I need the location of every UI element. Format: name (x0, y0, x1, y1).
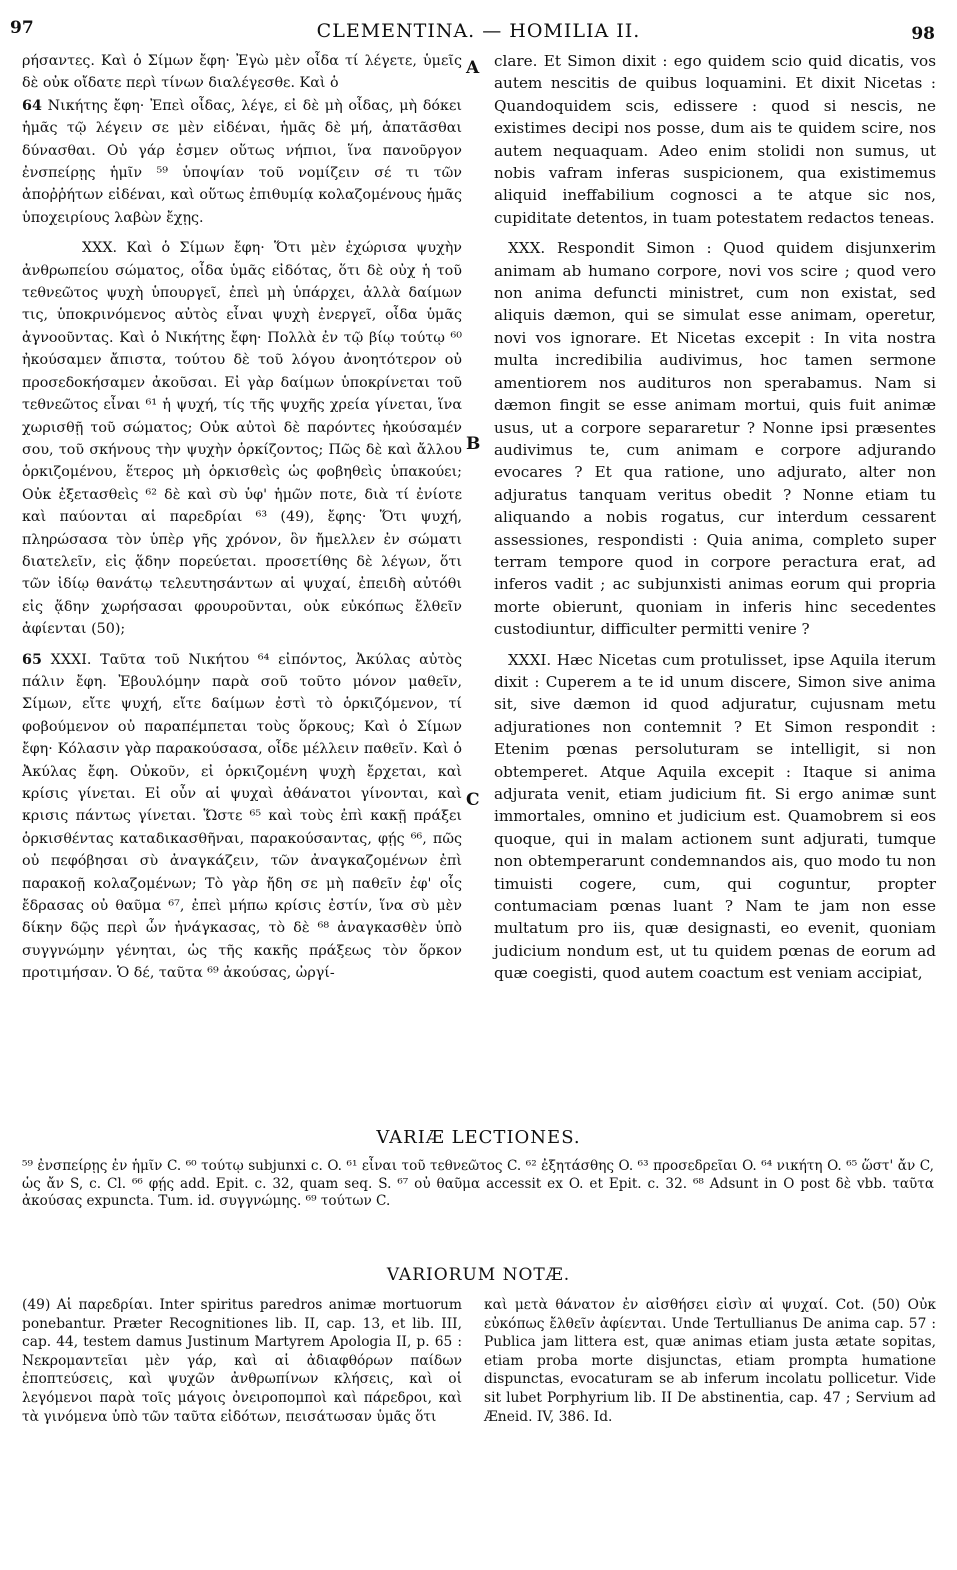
latin-paragraph-2: XXX. Respondit Simon : Quod quidem disjunxerim animam ab humano corpore, novi vos scire ; quod vero non anima defuncti ministret, cum non existat, sed aliquis dæmon, qui se simulat esse animam, operetur, novi vos ignorare. Et Nicetas excepit : In vita nostra multa incredibilia audivimus, hoc tamen sermone amentiorem nos audituros non sperabamus. Nam si dæmon fingit se esse animam mortui, quis fuit animæ usus, ut a corpore separaretur ? Nonne ipsi præsentes audivimus te, cum animam e corpore adjurando evocares ? Et qua ratione, uno adjurato, alter non adjuratus tanquam veritus obedit ? Nonne etiam tu aliquando a nobis rogatus, cur interdum cessarent assessiones, respondisti : Quia anima, completo super terram tempore quod in corpore peractura erat, ad inferos vadit ; ac subjunxisti animas eorum qui propria morte obierunt, quoniam in inferis hinc secedentes custodiuntur, difficulter permitti venire ? (494, 239, 936, 639)
greek-text-1b: Νικήτης ἔφη· Ἐπεὶ οἶδας, λέγε, εἰ δὲ μὴ οἶδας, μὴ δόκει ἡμᾶς τῷ λέγειν σε μὲν εἰδέναι, ἡμᾶς δὲ μή, ἀπατᾶσθαι δύνασθαι. Οὐ γάρ ἐσμεν οὕτως νήπιοι, ἵνα πανοῦργον ἐνσπείρῃς ἡμῖν ⁵⁹ ὑποψίαν τοῦ νομίζειν σέ τι τῶν ἀποῤῥήτων εἰδέναι, καὶ οὕτως ἐπιθυμίᾳ κολαζομένους ἡμᾶς ὑποχειρίους λαβὼν ἔχῃς. (22, 97, 462, 226)
latin-column (494, 50, 936, 985)
section-number-65: 65 (22, 651, 42, 668)
section-number-64: 64 (22, 97, 42, 114)
note-50: καὶ μετὰ θάνατον ἐν αἰσθήσει εἰσὶν αἱ ψυχαί. Cot. (50) Οὐκ εὐκόπως ἔλθεῖν ἀφίενται. Unde Tertullianus De anima cap. 57 : Publica jam littera est, quæ animas etiam justa ætate sopitas, etiam proba morte disjunctas, etiam prompta humatione dispunctas, evocaturam se ab inferum incolatu pollicetur. Vide sit lubet Porphyrium lib. II De abstinentia, cap. 47 ; Servium ad Æneid. IV, 386. Id. (484, 1297, 936, 1425)
margin-letter-c: C (466, 790, 480, 810)
running-title: CLEMENTINA. — HOMILIA II. (316, 20, 641, 42)
margin-letter-a: A (466, 58, 480, 78)
variorum-notae-left (22, 1296, 462, 1426)
variorum-notae-right (484, 1296, 936, 1426)
page-header (0, 18, 957, 48)
note-49: (49) Αἱ παρεδρίαι. Inter spiritus paredros animæ mortuorum ponebantur. Præter Recognitiones lib. II, cap. 13, et lib. III, cap. 44, testem damus Justinum Martyrem Apologia II, p. 65 : Νεκρομαντεῖαι μὲν γάρ, καὶ αἱ ἀδιαφθόρων παίδων ἐποπτεύσεις, καὶ ψυχῶν ἀνθρωπίνων κλήσεις, καὶ οἱ λεγόμενοι παρὰ τοῖς μάγοις ὀνειροπομποὶ καὶ πάρεδροι, καὶ τὰ γινόμενα ὑπὸ τῶν ταῦτα εἰδότων, πεισάτωσαν ὑμᾶς ὅτι (22, 1297, 462, 1425)
variae-lectiones-text: ⁵⁹ ἐνσπείρῃς ἐν ἡμῖν C. ⁶⁰ τούτῳ subjunxi c. O. ⁶¹ εἶναι τοῦ τεθνεῶτος C. ⁶² ἐξητάσθης O. ⁶³ προσεδρεῖαι O. ⁶⁴ νικήτη O. ⁶⁵ ὥστ' ἄν C, ὡς ἄν S, c. Cl. ⁶⁶ φῄς add. Epit. c. 32, quam seq. S. ⁶⁷ οὐ θαῦμα accessit ex O. et Epit. c. 32. ⁶⁸ Adsunt in O post δὲ vbb. ταῦτα ἀκούσας expuncta. Tum. id. συγγνώμης. ⁶⁹ τούτων C. (22, 1158, 934, 1209)
greek-paragraph-1 (22, 50, 462, 229)
page-number-right: 98 (911, 24, 935, 44)
greek-text-1a: ρήσαντες. Καὶ ὁ Σίμων ἔφη· Ἐγὼ μὲν οἶδα τί λέγετε, ὑμεῖς δὲ οὐκ οἴδατε περὶ τίνων διαλέγεσθε. Καὶ ὁ (22, 53, 462, 92)
margin-letter-b: B (466, 434, 481, 454)
latin-paragraph-1: clare. Et Simon dixit : ego quidem scio quid dicatis, vos autem nescitis de quibus loquamini. Et dixit Nicetas : Quandoquidem scis, edissere : quod si nescis, ne existimes decipi nos posse, dum ais te quidem scire, nos autem nequaquam. Adeo enim stolidi non sumus, ut nobis vafram inferas suspicionem, qua existimemus aliquid ineffabilium cognosci a te atque sic nos, cupiditate detentos, in tuam potestatem redactos teneas. (494, 52, 936, 227)
greek-paragraph-2: XXX. Καὶ ὁ Σίμων ἔφη· Ὅτι μὲν ἐχώρισα ψυχὴν ἀνθρωπείου σώματος, οἶδα ὑμᾶς εἰδότας, ὅτι δὲ οὐχ ἡ τοῦ τεθνεῶτος ψυχὴ ὑπουργεῖ, ἐπεὶ μὴ ὑπάρχει, ἀλλὰ δαίμων τις, ὑποκρινόμενος αὐτὸς εἶναι ψυχὴ ἐνεργεῖ, οἶδα ὑμᾶς ἀγνοοῦντας. Καὶ ὁ Νικήτης ἔφη· Πολλὰ ἐν τῷ βίῳ τούτῳ ⁶⁰ ἠκούσαμεν ἄπιστα, τούτου δὲ τοῦ λόγου ἀνοητότερον οὐ προσεδοκήσαμεν ἀκοῦσαι. Εἰ γὰρ δαίμων ὑποκρίνεται τοῦ τεθνεῶτος εἶναι ⁶¹ ἡ ψυχή, τίς τῆς ψυχῆς χρεία γίνεται, ἵνα χωρισθῇ τοῦ σώματος; Οὐκ αὐτοὶ δὲ παρόντες ἠκούσαμέν σου, τοῦ σκήνους τὴν ψυχὴν ὁρκίζοντος; Πῶς δὲ καὶ ἄλλου ὁρκιζομένου, ἕτερος μὴ ὁρκισθεὶς ὡς φοβηθεὶς ὑπακούει; Οὐκ ἐξετασθεὶς ⁶² δὲ καὶ σὺ ὑφ' ἡμῶν ποτε, διὰ τί ἐνίοτε καὶ παύονται αἱ παρεδρίαι ⁶³ (49), ἔφης· Ὅτι ψυχή, πληρώσασα τὸν ὑπὲρ γῆς χρόνον, ὃν ἤμελλεν ἐν σώματι διατελεῖν, εἰς ᾅδην πορεύεται. προσετίθης δὲ λέγων, ὅτι τῶν ἰδίῳ θανάτῳ τελευτησάντων αἱ ψυχαί, ἐπειδὴ αὐτόθι εἰς ᾅδην χωρήσασαι φρουροῦνται, οὐκ εὐκόπως ἔλθεῖν ἀφίενται (50); (22, 240, 462, 638)
greek-text-3: XXXI. Ταῦτα τοῦ Νικήτου ⁶⁴ εἰπόντος, Ἀκύλας αὐτὸς πάλιν ἔφη. Ἐβουλόμην παρὰ σοῦ τοῦτο μόνον μαθεῖν, Σίμων, εἴτε ψυχή, εἴτε δαίμων ἐστὶ τὸ ὁρκιζόμενον, τί φοβούμενον οὐ παραπέμπεται τοὺς ὅρκους; Καὶ ὁ Σίμων ἔφη· Κόλασιν γὰρ παρακούσασα, οἶδε μέλλειν παθεῖν. Καὶ ὁ Ἀκύλας ἔφη. Οὐκοῦν, εἰ ὁρκιζομένη ψυχὴ ἔρχεται, καὶ κρίσις γίνεται. Εἰ οὖν αἱ ψυχαὶ ἀθάνατοι γίνονται, καὶ κρισις πάντως γίνεται. Ὥστε ⁶⁵ καὶ τοὺς ἐπὶ κακῇ πράξει ὁρκισθέντας καταδικασθῆναι, παρακούσαντας, φῄς ⁶⁶, πῶς οὐ πεφόβησαι σὺ ἀναγκάζειν, τῶν ἀναγκαζομένων ἐπὶ παρακοῇ κολαζομένων; Τὸ γὰρ ἤδη σε μὴ παθεῖν ἐφ' οἷς ἔδρασας οὐ θαῦμα ⁶⁷, ἐπεὶ μήπω κρίσις ἐστίν, ἵνα σὺ μὲν δίκην δῷς περὶ ὧν ἠνάγκασας, τὸ δὲ ⁶⁸ ἀναγκασθὲν ὑπὸ συγγνώμην γένηται, ὡς τῆς κακῆς πράξεως τὸν ὅρκον προτιμήσαν. Ὁ δέ, ταῦτα ⁶⁹ ἀκούσας, ὠργί- (22, 651, 462, 982)
latin-paragraph-3: XXXI. Hæc Nicetas cum protulisset, ipse Aquila iterum dixit : Cuperem a te id unum discere, Simon sive anima sit, sive dæmon id quod adjuratur, cujusnam metu adjurationes non contemnit ? Et Simon respondit : Etenim pœnas persoluturam se intelligit, si non obtemperet. Atque Aquila excepit : Itaque si anima adjurata venit, etiam judicium fit. Si ergo animæ sunt immortales, omnino et judicium est. Quamobrem si eos quoque, qui in malam actionem sunt adjurati, tumque non obtemperarunt condemnandos ais, quo modo tu non timuisti cogere, cum, qui coguntur, propter contumaciam pœnas luant ? Nam te jam non esse multatum pro iis, quæ designasti, eo evenit, quoniam judicium nondum est, ut tu quidem pœnas de eorum ad quæ coegisti, quod autem coactum est veniam accipiat, (494, 650, 936, 983)
greek-column (22, 50, 462, 985)
page-number-left: 97 (10, 18, 34, 38)
variae-lectiones-title: VARIÆ LECTIONES. (376, 1127, 581, 1148)
variorum-notae-title: VARIORUM NOTÆ. (386, 1265, 571, 1285)
greek-paragraph-3 (22, 649, 462, 985)
